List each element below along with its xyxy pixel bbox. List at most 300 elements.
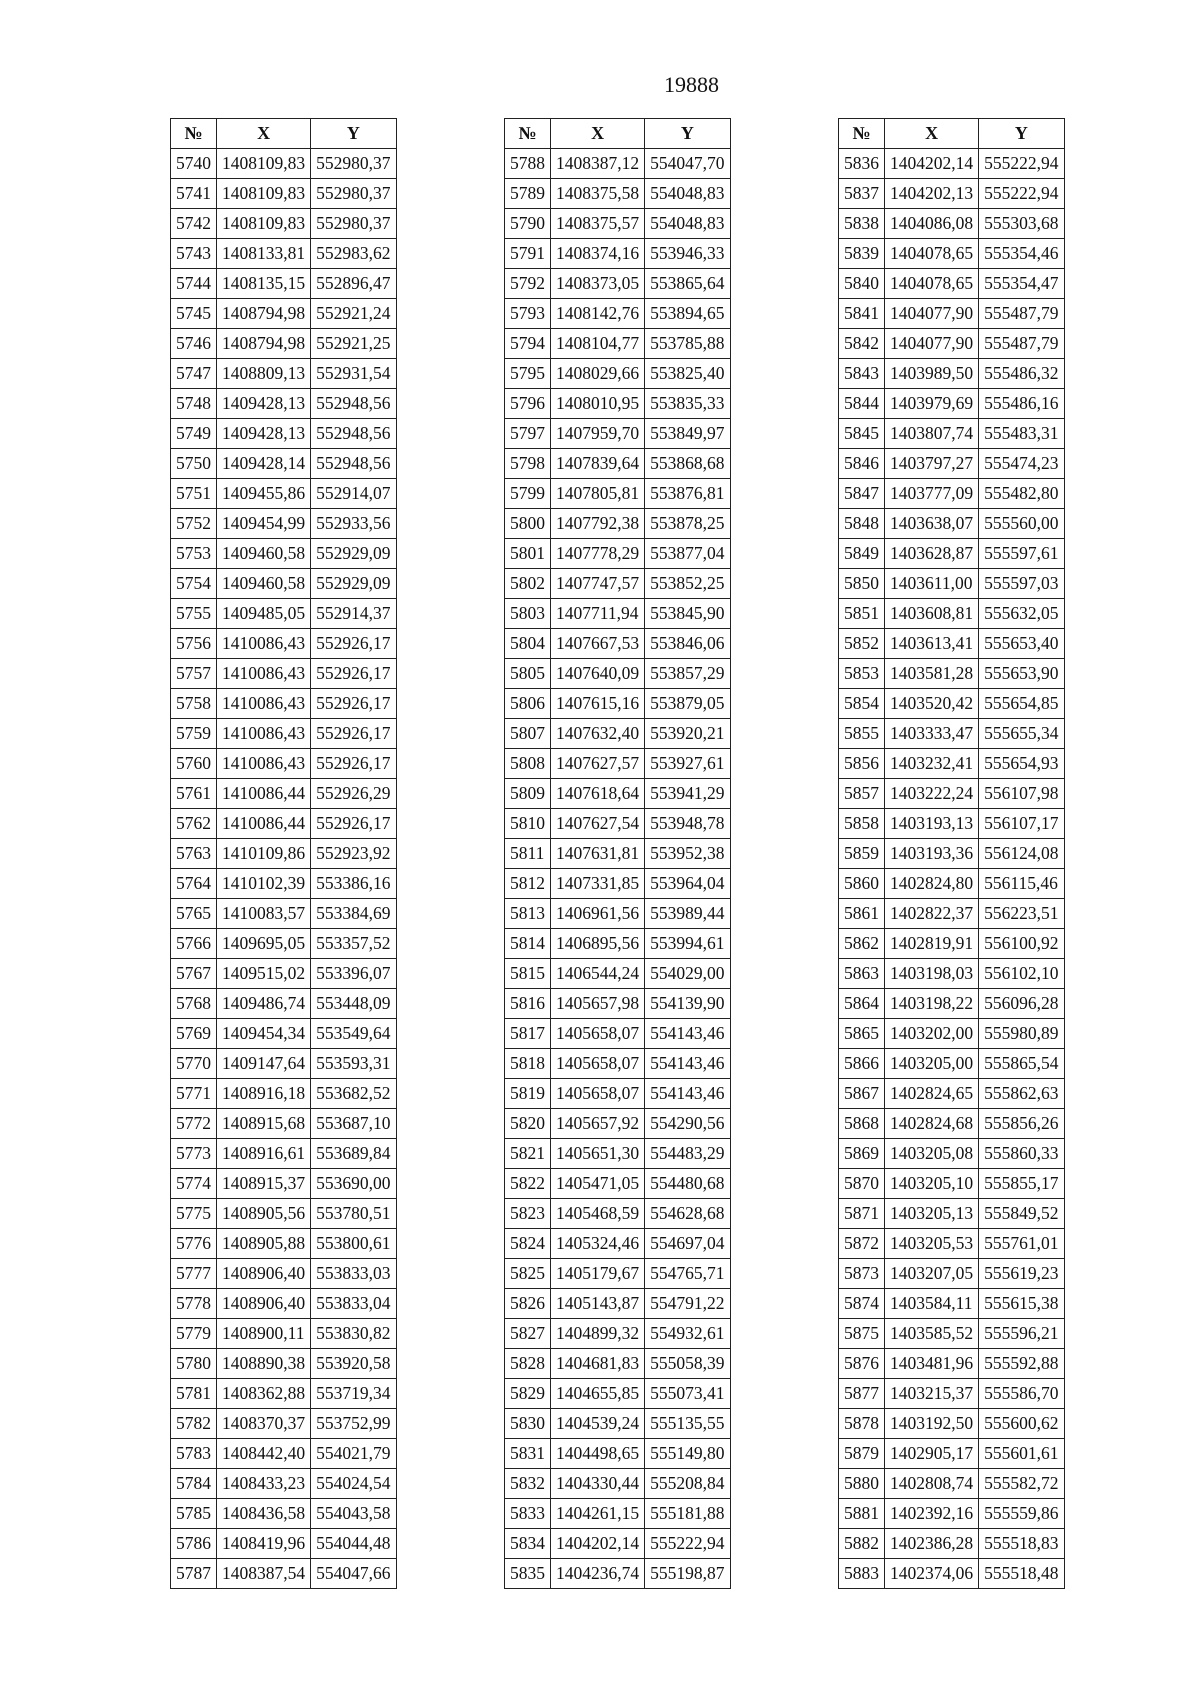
y-coordinate-cell: 555208,84 bbox=[645, 1469, 730, 1499]
point-number-cell: 5772 bbox=[171, 1109, 217, 1139]
y-coordinate-cell: 553825,40 bbox=[645, 359, 730, 389]
x-coordinate-cell: 1403198,03 bbox=[885, 959, 979, 989]
x-coordinate-cell: 1405143,87 bbox=[551, 1289, 645, 1319]
table-row bbox=[839, 599, 1065, 629]
point-number-cell: 5862 bbox=[839, 929, 885, 959]
x-coordinate-cell: 1405651,30 bbox=[551, 1139, 645, 1169]
table-row bbox=[171, 479, 397, 509]
point-number-cell: 5866 bbox=[839, 1049, 885, 1079]
y-coordinate-cell: 552914,07 bbox=[311, 479, 396, 509]
table-row bbox=[839, 629, 1065, 659]
x-coordinate-cell: 1407640,09 bbox=[551, 659, 645, 689]
table-row bbox=[839, 1409, 1065, 1439]
x-coordinate-cell: 1408436,58 bbox=[217, 1499, 311, 1529]
point-number-cell: 5790 bbox=[505, 209, 551, 239]
x-coordinate-cell: 1403777,09 bbox=[885, 479, 979, 509]
y-coordinate-cell: 552980,37 bbox=[311, 149, 396, 179]
table-row bbox=[171, 569, 397, 599]
table-row bbox=[839, 359, 1065, 389]
point-number-cell: 5774 bbox=[171, 1169, 217, 1199]
x-coordinate-cell: 1410086,43 bbox=[217, 749, 311, 779]
x-coordinate-cell: 1403628,87 bbox=[885, 539, 979, 569]
point-number-cell: 5880 bbox=[839, 1469, 885, 1499]
point-number-cell: 5811 bbox=[505, 839, 551, 869]
y-coordinate-cell: 555980,89 bbox=[979, 1019, 1064, 1049]
table-row bbox=[839, 1529, 1065, 1559]
point-number-cell: 5815 bbox=[505, 959, 551, 989]
y-coordinate-cell: 553833,03 bbox=[311, 1259, 396, 1289]
point-number-cell: 5882 bbox=[839, 1529, 885, 1559]
point-number-cell: 5829 bbox=[505, 1379, 551, 1409]
table-row bbox=[505, 1229, 731, 1259]
y-coordinate-cell: 554628,68 bbox=[645, 1199, 730, 1229]
y-coordinate-cell: 553689,84 bbox=[311, 1139, 396, 1169]
y-coordinate-cell: 553785,88 bbox=[645, 329, 730, 359]
y-coordinate-cell: 556223,51 bbox=[979, 899, 1064, 929]
y-coordinate-cell: 554024,54 bbox=[311, 1469, 396, 1499]
point-number-cell: 5789 bbox=[505, 179, 551, 209]
y-coordinate-cell: 553593,31 bbox=[311, 1049, 396, 1079]
table-row bbox=[171, 509, 397, 539]
point-number-cell: 5828 bbox=[505, 1349, 551, 1379]
table-row bbox=[171, 419, 397, 449]
x-coordinate-cell: 1408794,98 bbox=[217, 329, 311, 359]
table-row bbox=[171, 209, 397, 239]
y-coordinate-cell: 554021,79 bbox=[311, 1439, 396, 1469]
y-coordinate-cell: 553845,90 bbox=[645, 599, 730, 629]
table-row bbox=[505, 839, 731, 869]
x-coordinate-cell: 1403193,36 bbox=[885, 839, 979, 869]
x-coordinate-cell: 1405658,07 bbox=[551, 1079, 645, 1109]
y-coordinate-cell: 553941,29 bbox=[645, 779, 730, 809]
table-row bbox=[505, 689, 731, 719]
y-coordinate-cell: 555482,80 bbox=[979, 479, 1064, 509]
y-coordinate-cell: 552926,17 bbox=[311, 809, 396, 839]
table-row bbox=[839, 689, 1065, 719]
point-number-cell: 5771 bbox=[171, 1079, 217, 1109]
y-coordinate-cell: 556100,92 bbox=[979, 929, 1064, 959]
x-coordinate-cell: 1408373,05 bbox=[551, 269, 645, 299]
x-coordinate-cell: 1408905,56 bbox=[217, 1199, 311, 1229]
point-number-cell: 5809 bbox=[505, 779, 551, 809]
table-row bbox=[171, 719, 397, 749]
table-row bbox=[505, 179, 731, 209]
y-coordinate-cell: 555654,93 bbox=[979, 749, 1064, 779]
table-row bbox=[171, 929, 397, 959]
x-coordinate-cell: 1408387,54 bbox=[217, 1559, 311, 1589]
point-number-cell: 5822 bbox=[505, 1169, 551, 1199]
x-coordinate-cell: 1408135,15 bbox=[217, 269, 311, 299]
x-coordinate-cell: 1409460,58 bbox=[217, 539, 311, 569]
point-number-cell: 5773 bbox=[171, 1139, 217, 1169]
point-number-cell: 5783 bbox=[171, 1439, 217, 1469]
x-coordinate-cell: 1406544,24 bbox=[551, 959, 645, 989]
x-coordinate-cell: 1404077,90 bbox=[885, 329, 979, 359]
y-coordinate-cell: 555592,88 bbox=[979, 1349, 1064, 1379]
point-number-cell: 5758 bbox=[171, 689, 217, 719]
x-coordinate-cell: 1408809,13 bbox=[217, 359, 311, 389]
y-coordinate-cell: 553690,00 bbox=[311, 1169, 396, 1199]
x-coordinate-cell: 1404236,74 bbox=[551, 1559, 645, 1589]
y-coordinate-cell: 553920,58 bbox=[311, 1349, 396, 1379]
point-number-cell: 5861 bbox=[839, 899, 885, 929]
table-row bbox=[505, 1199, 731, 1229]
table-row bbox=[839, 839, 1065, 869]
y-coordinate-cell: 552929,09 bbox=[311, 569, 396, 599]
table-row bbox=[505, 929, 731, 959]
y-coordinate-cell: 555632,05 bbox=[979, 599, 1064, 629]
y-coordinate-cell: 553852,25 bbox=[645, 569, 730, 599]
table-row bbox=[171, 269, 397, 299]
x-coordinate-cell: 1404655,85 bbox=[551, 1379, 645, 1409]
y-coordinate-cell: 552926,17 bbox=[311, 689, 396, 719]
y-coordinate-cell: 554139,90 bbox=[645, 989, 730, 1019]
point-number-cell: 5824 bbox=[505, 1229, 551, 1259]
y-coordinate-cell: 554047,70 bbox=[645, 149, 730, 179]
table-row bbox=[505, 539, 731, 569]
x-coordinate-cell: 1406895,56 bbox=[551, 929, 645, 959]
x-coordinate-cell: 1402824,80 bbox=[885, 869, 979, 899]
table-row bbox=[505, 1079, 731, 1109]
point-number-cell: 5808 bbox=[505, 749, 551, 779]
point-number-cell: 5791 bbox=[505, 239, 551, 269]
header-number: № bbox=[839, 119, 885, 149]
x-coordinate-cell: 1405324,46 bbox=[551, 1229, 645, 1259]
x-coordinate-cell: 1410109,86 bbox=[217, 839, 311, 869]
header-x: X bbox=[217, 119, 311, 149]
y-coordinate-cell: 555615,38 bbox=[979, 1289, 1064, 1319]
table-row bbox=[171, 1319, 397, 1349]
table-row bbox=[505, 419, 731, 449]
y-coordinate-cell: 554697,04 bbox=[645, 1229, 730, 1259]
point-number-cell: 5742 bbox=[171, 209, 217, 239]
header-y: Y bbox=[979, 119, 1064, 149]
x-coordinate-cell: 1404202,13 bbox=[885, 179, 979, 209]
x-coordinate-cell: 1409485,05 bbox=[217, 599, 311, 629]
point-number-cell: 5851 bbox=[839, 599, 885, 629]
x-coordinate-cell: 1403198,22 bbox=[885, 989, 979, 1019]
x-coordinate-cell: 1403205,08 bbox=[885, 1139, 979, 1169]
table-row bbox=[171, 539, 397, 569]
table-row bbox=[171, 359, 397, 389]
table-row bbox=[839, 1139, 1065, 1169]
y-coordinate-cell: 556107,98 bbox=[979, 779, 1064, 809]
y-coordinate-cell: 553878,25 bbox=[645, 509, 730, 539]
point-number-cell: 5788 bbox=[505, 149, 551, 179]
table-row bbox=[505, 1319, 731, 1349]
x-coordinate-cell: 1407631,81 bbox=[551, 839, 645, 869]
header-number: № bbox=[171, 119, 217, 149]
point-number-cell: 5741 bbox=[171, 179, 217, 209]
point-number-cell: 5806 bbox=[505, 689, 551, 719]
y-coordinate-cell: 554483,29 bbox=[645, 1139, 730, 1169]
point-number-cell: 5858 bbox=[839, 809, 885, 839]
table-row bbox=[839, 1379, 1065, 1409]
x-coordinate-cell: 1404681,83 bbox=[551, 1349, 645, 1379]
table-row bbox=[505, 1559, 731, 1589]
y-coordinate-cell: 555600,62 bbox=[979, 1409, 1064, 1439]
table-row bbox=[505, 509, 731, 539]
x-coordinate-cell: 1403333,47 bbox=[885, 719, 979, 749]
table-row bbox=[171, 299, 397, 329]
x-coordinate-cell: 1408419,96 bbox=[217, 1529, 311, 1559]
x-coordinate-cell: 1403202,00 bbox=[885, 1019, 979, 1049]
table-row bbox=[171, 1139, 397, 1169]
y-coordinate-cell: 552931,54 bbox=[311, 359, 396, 389]
y-coordinate-cell: 555619,23 bbox=[979, 1259, 1064, 1289]
table-row bbox=[505, 1139, 731, 1169]
point-number-cell: 5770 bbox=[171, 1049, 217, 1079]
x-coordinate-cell: 1408133,81 bbox=[217, 239, 311, 269]
x-coordinate-cell: 1407747,57 bbox=[551, 569, 645, 599]
table-row bbox=[505, 1109, 731, 1139]
y-coordinate-cell: 555849,52 bbox=[979, 1199, 1064, 1229]
point-number-cell: 5826 bbox=[505, 1289, 551, 1319]
table-row bbox=[171, 1439, 397, 1469]
coordinate-table-1 bbox=[170, 118, 397, 1589]
x-coordinate-cell: 1406961,56 bbox=[551, 899, 645, 929]
header-y: Y bbox=[311, 119, 396, 149]
y-coordinate-cell: 554044,48 bbox=[311, 1529, 396, 1559]
point-number-cell: 5803 bbox=[505, 599, 551, 629]
table-row bbox=[505, 1289, 731, 1319]
y-coordinate-cell: 552923,92 bbox=[311, 839, 396, 869]
point-number-cell: 5795 bbox=[505, 359, 551, 389]
y-coordinate-cell: 553857,29 bbox=[645, 659, 730, 689]
point-number-cell: 5792 bbox=[505, 269, 551, 299]
point-number-cell: 5836 bbox=[839, 149, 885, 179]
table-row bbox=[839, 539, 1065, 569]
x-coordinate-cell: 1404539,24 bbox=[551, 1409, 645, 1439]
x-coordinate-cell: 1407627,57 bbox=[551, 749, 645, 779]
x-coordinate-cell: 1404202,14 bbox=[551, 1529, 645, 1559]
y-coordinate-cell: 555653,90 bbox=[979, 659, 1064, 689]
y-coordinate-cell: 552926,17 bbox=[311, 749, 396, 779]
y-coordinate-cell: 555487,79 bbox=[979, 299, 1064, 329]
table-row bbox=[171, 629, 397, 659]
table-row bbox=[839, 899, 1065, 929]
y-coordinate-cell: 555303,68 bbox=[979, 209, 1064, 239]
point-number-cell: 5749 bbox=[171, 419, 217, 449]
x-coordinate-cell: 1407618,64 bbox=[551, 779, 645, 809]
table-row bbox=[171, 1289, 397, 1319]
point-number-cell: 5817 bbox=[505, 1019, 551, 1049]
x-coordinate-cell: 1408374,16 bbox=[551, 239, 645, 269]
y-coordinate-cell: 555596,21 bbox=[979, 1319, 1064, 1349]
x-coordinate-cell: 1408362,88 bbox=[217, 1379, 311, 1409]
x-coordinate-cell: 1408370,37 bbox=[217, 1409, 311, 1439]
point-number-cell: 5813 bbox=[505, 899, 551, 929]
y-coordinate-cell: 553396,07 bbox=[311, 959, 396, 989]
point-number-cell: 5740 bbox=[171, 149, 217, 179]
x-coordinate-cell: 1407331,85 bbox=[551, 869, 645, 899]
point-number-cell: 5873 bbox=[839, 1259, 885, 1289]
point-number-cell: 5878 bbox=[839, 1409, 885, 1439]
x-coordinate-cell: 1403585,52 bbox=[885, 1319, 979, 1349]
point-number-cell: 5810 bbox=[505, 809, 551, 839]
point-number-cell: 5840 bbox=[839, 269, 885, 299]
table-row bbox=[839, 1199, 1065, 1229]
table-row bbox=[839, 479, 1065, 509]
x-coordinate-cell: 1403207,05 bbox=[885, 1259, 979, 1289]
point-number-cell: 5827 bbox=[505, 1319, 551, 1349]
point-number-cell: 5796 bbox=[505, 389, 551, 419]
point-number-cell: 5872 bbox=[839, 1229, 885, 1259]
table-row bbox=[171, 1229, 397, 1259]
coordinate-table-3 bbox=[838, 118, 1065, 1589]
x-coordinate-cell: 1407959,70 bbox=[551, 419, 645, 449]
y-coordinate-cell: 553879,05 bbox=[645, 689, 730, 719]
x-coordinate-cell: 1405658,07 bbox=[551, 1019, 645, 1049]
x-coordinate-cell: 1409428,13 bbox=[217, 419, 311, 449]
y-coordinate-cell: 554791,22 bbox=[645, 1289, 730, 1319]
point-number-cell: 5831 bbox=[505, 1439, 551, 1469]
table-row bbox=[505, 449, 731, 479]
table-row bbox=[505, 1349, 731, 1379]
x-coordinate-cell: 1404077,90 bbox=[885, 299, 979, 329]
y-coordinate-cell: 553800,61 bbox=[311, 1229, 396, 1259]
table-row bbox=[839, 1229, 1065, 1259]
y-coordinate-cell: 555486,16 bbox=[979, 389, 1064, 419]
y-coordinate-cell: 552921,24 bbox=[311, 299, 396, 329]
y-coordinate-cell: 555222,94 bbox=[645, 1529, 730, 1559]
point-number-cell: 5793 bbox=[505, 299, 551, 329]
x-coordinate-cell: 1407805,81 bbox=[551, 479, 645, 509]
table-row bbox=[839, 509, 1065, 539]
x-coordinate-cell: 1403205,10 bbox=[885, 1169, 979, 1199]
y-coordinate-cell: 555354,46 bbox=[979, 239, 1064, 269]
x-coordinate-cell: 1410102,39 bbox=[217, 869, 311, 899]
table-row bbox=[839, 1439, 1065, 1469]
y-coordinate-cell: 554143,46 bbox=[645, 1019, 730, 1049]
point-number-cell: 5870 bbox=[839, 1169, 885, 1199]
y-coordinate-cell: 555198,87 bbox=[645, 1559, 730, 1589]
x-coordinate-cell: 1409428,13 bbox=[217, 389, 311, 419]
table-row bbox=[505, 869, 731, 899]
y-coordinate-cell: 555518,48 bbox=[979, 1559, 1064, 1589]
table-row bbox=[505, 989, 731, 1019]
page-number: 19888 bbox=[664, 72, 719, 97]
x-coordinate-cell: 1408029,66 bbox=[551, 359, 645, 389]
point-number-cell: 5868 bbox=[839, 1109, 885, 1139]
point-number-cell: 5743 bbox=[171, 239, 217, 269]
point-number-cell: 5849 bbox=[839, 539, 885, 569]
x-coordinate-cell: 1408433,23 bbox=[217, 1469, 311, 1499]
y-coordinate-cell: 553682,52 bbox=[311, 1079, 396, 1109]
x-coordinate-cell: 1407627,54 bbox=[551, 809, 645, 839]
table-row bbox=[505, 1409, 731, 1439]
table-row bbox=[505, 1049, 731, 1079]
y-coordinate-cell: 553830,82 bbox=[311, 1319, 396, 1349]
x-coordinate-cell: 1408900,11 bbox=[217, 1319, 311, 1349]
header-number: № bbox=[505, 119, 551, 149]
x-coordinate-cell: 1403215,37 bbox=[885, 1379, 979, 1409]
table-row bbox=[171, 449, 397, 479]
x-coordinate-cell: 1409486,74 bbox=[217, 989, 311, 1019]
table-row bbox=[839, 1289, 1065, 1319]
x-coordinate-cell: 1403520,42 bbox=[885, 689, 979, 719]
table-header-row bbox=[171, 119, 397, 149]
point-number-cell: 5837 bbox=[839, 179, 885, 209]
x-coordinate-cell: 1402905,17 bbox=[885, 1439, 979, 1469]
point-number-cell: 5784 bbox=[171, 1469, 217, 1499]
table-row bbox=[839, 659, 1065, 689]
point-number-cell: 5879 bbox=[839, 1439, 885, 1469]
y-coordinate-cell: 555559,86 bbox=[979, 1499, 1064, 1529]
table-row bbox=[839, 449, 1065, 479]
table-row bbox=[505, 209, 731, 239]
y-coordinate-cell: 555586,70 bbox=[979, 1379, 1064, 1409]
x-coordinate-cell: 1408916,18 bbox=[217, 1079, 311, 1109]
x-coordinate-cell: 1403192,50 bbox=[885, 1409, 979, 1439]
y-coordinate-cell: 555181,88 bbox=[645, 1499, 730, 1529]
table-row bbox=[171, 179, 397, 209]
table-row bbox=[505, 749, 731, 779]
table-row bbox=[505, 479, 731, 509]
table-row bbox=[171, 149, 397, 179]
table-row bbox=[505, 899, 731, 929]
point-number-cell: 5853 bbox=[839, 659, 885, 689]
y-coordinate-cell: 554480,68 bbox=[645, 1169, 730, 1199]
y-coordinate-cell: 555855,17 bbox=[979, 1169, 1064, 1199]
point-number-cell: 5832 bbox=[505, 1469, 551, 1499]
y-coordinate-cell: 555058,39 bbox=[645, 1349, 730, 1379]
y-coordinate-cell: 552980,37 bbox=[311, 209, 396, 239]
x-coordinate-cell: 1403989,50 bbox=[885, 359, 979, 389]
y-coordinate-cell: 552980,37 bbox=[311, 179, 396, 209]
point-number-cell: 5835 bbox=[505, 1559, 551, 1589]
x-coordinate-cell: 1403222,24 bbox=[885, 779, 979, 809]
y-coordinate-cell: 555560,00 bbox=[979, 509, 1064, 539]
table-row bbox=[505, 659, 731, 689]
x-coordinate-cell: 1407792,38 bbox=[551, 509, 645, 539]
point-number-cell: 5780 bbox=[171, 1349, 217, 1379]
x-coordinate-cell: 1404261,15 bbox=[551, 1499, 645, 1529]
table-row bbox=[505, 359, 731, 389]
y-coordinate-cell: 555135,55 bbox=[645, 1409, 730, 1439]
x-coordinate-cell: 1402824,65 bbox=[885, 1079, 979, 1109]
x-coordinate-cell: 1409147,64 bbox=[217, 1049, 311, 1079]
x-coordinate-cell: 1408010,95 bbox=[551, 389, 645, 419]
y-coordinate-cell: 553448,09 bbox=[311, 989, 396, 1019]
point-number-cell: 5876 bbox=[839, 1349, 885, 1379]
x-coordinate-cell: 1409454,34 bbox=[217, 1019, 311, 1049]
point-number-cell: 5830 bbox=[505, 1409, 551, 1439]
header-x: X bbox=[551, 119, 645, 149]
point-number-cell: 5778 bbox=[171, 1289, 217, 1319]
y-coordinate-cell: 555149,80 bbox=[645, 1439, 730, 1469]
x-coordinate-cell: 1409428,14 bbox=[217, 449, 311, 479]
x-coordinate-cell: 1404498,65 bbox=[551, 1439, 645, 1469]
x-coordinate-cell: 1408375,58 bbox=[551, 179, 645, 209]
point-number-cell: 5855 bbox=[839, 719, 885, 749]
table-row bbox=[839, 989, 1065, 1019]
table-row bbox=[171, 329, 397, 359]
table-row bbox=[839, 179, 1065, 209]
y-coordinate-cell: 555474,23 bbox=[979, 449, 1064, 479]
x-coordinate-cell: 1408109,83 bbox=[217, 179, 311, 209]
point-number-cell: 5852 bbox=[839, 629, 885, 659]
table-row bbox=[505, 239, 731, 269]
y-coordinate-cell: 555597,03 bbox=[979, 569, 1064, 599]
point-number-cell: 5856 bbox=[839, 749, 885, 779]
x-coordinate-cell: 1409695,05 bbox=[217, 929, 311, 959]
point-number-cell: 5848 bbox=[839, 509, 885, 539]
table-row bbox=[839, 269, 1065, 299]
point-number-cell: 5746 bbox=[171, 329, 217, 359]
point-number-cell: 5768 bbox=[171, 989, 217, 1019]
table-row bbox=[839, 719, 1065, 749]
